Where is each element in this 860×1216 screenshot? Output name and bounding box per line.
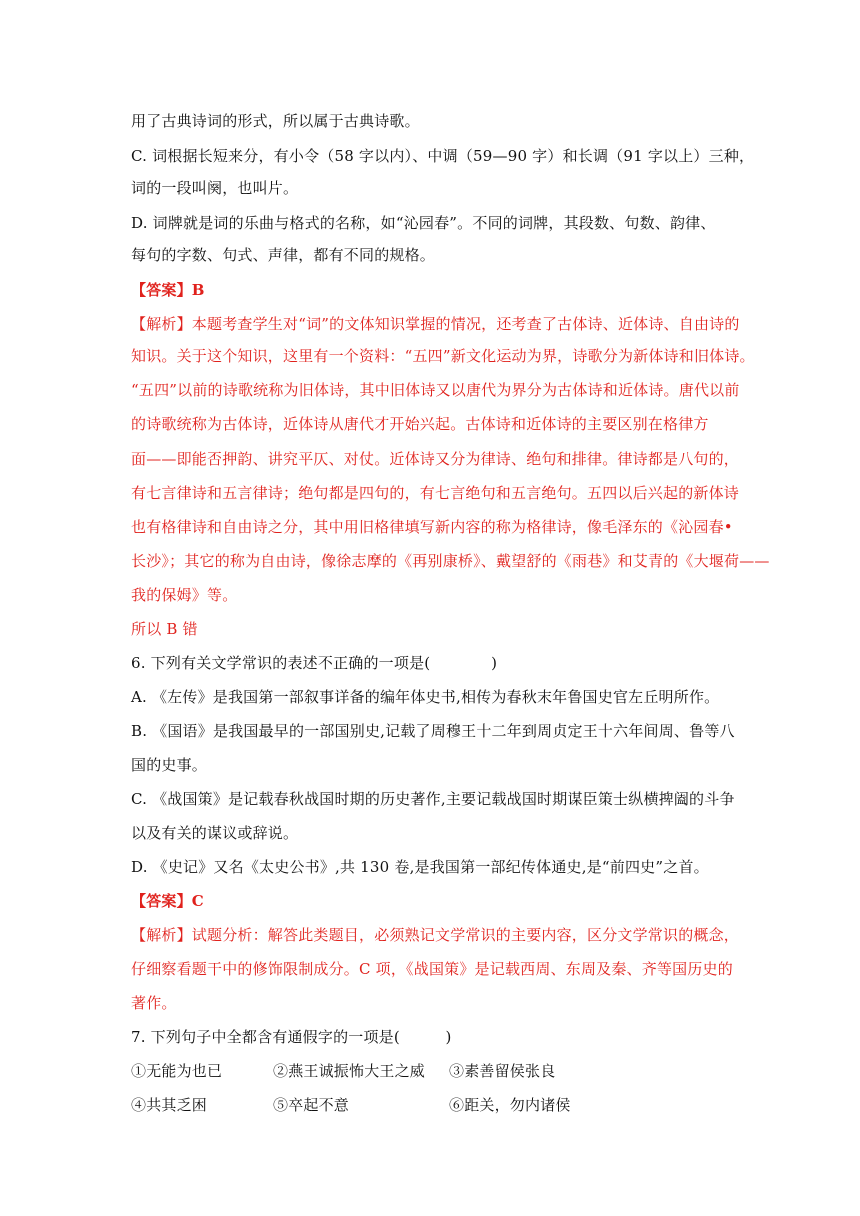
option-item: ①无能为也已 xyxy=(131,1062,223,1080)
option-c-line: C. 词根据长短来分，有小令（58 字以内）、中调（59—90 字）和长调（91 字以上）三种， xyxy=(131,147,755,165)
text-line: 词的一段叫阕，也叫片。 xyxy=(131,179,299,197)
option-d-line: D. 词牌就是词的乐曲与格式的名称，如“沁园春”。不同的词牌，其段数、句数、韵律、 xyxy=(131,214,716,232)
analysis-line: 我的保姆》等。 xyxy=(131,586,238,604)
option-item: ⑤卒起不意 xyxy=(273,1096,350,1114)
answer-label: 【答案】C xyxy=(131,892,204,910)
option-item: ③素善留侯张良 xyxy=(449,1062,556,1080)
text-line: 每句的字数、句式、声律，都有不同的规格。 xyxy=(131,246,436,264)
analysis-line: 的诗歌统称为古体诗，近体诗从唐代才开始兴起。古体诗和近体诗的主要区别在格律方 xyxy=(131,415,709,433)
analysis-line: 著作。 xyxy=(131,994,177,1012)
answer-label: 【答案】B xyxy=(131,281,205,299)
analysis-line: 面——即能否押韵、讲究平仄、对仗。近体诗又分为律诗、绝句和排律。律诗都是八句的， xyxy=(131,450,740,468)
option-item: ⑥距关，勿内诸侯 xyxy=(449,1096,571,1114)
analysis-line: 【解析】试题分析：解答此类题目，必须熟记文学常识的主要内容，区分文学常识的概念， xyxy=(131,926,740,944)
text-line: 国的史事。 xyxy=(131,756,208,774)
analysis-line: 有七言律诗和五言律诗；绝句都是四句的，有七言绝句和五言绝句。五四以后兴起的新体诗 xyxy=(131,484,740,502)
question-7: 7. 下列句子中全都含有通假字的一项是( ) xyxy=(131,1028,452,1046)
analysis-line: “五四”以前的诗歌统称为旧体诗，其中旧体诗又以唐代为界分为古体诗和近体诗。唐代以前 xyxy=(131,381,740,399)
conclusion-line: 所以 B 错 xyxy=(131,620,198,638)
analysis-line: 仔细察看题干中的修饰限制成分。C 项，《战国策》是记载西周、东周及秦、齐等国历史的 xyxy=(131,960,733,978)
analysis-line: 【解析】本题考查学生对“词”的文体知识掌握的情况，还考查了古体诗、近体诗、自由诗的 xyxy=(131,315,740,333)
option-item: ④共其乏困 xyxy=(131,1096,208,1114)
question-6-option-a: A. 《左传》是我国第一部叙事详备的编年体史书,相传为春秋末年鲁国史官左丘明所作。 xyxy=(131,688,720,706)
question-6-option-b: B. 《国语》是我国最早的一部国别史,记载了周穆王十二年到周贞定王十六年间周、鲁等八 xyxy=(131,722,735,740)
text-line: 用了古典诗词的形式，所以属于古典诗歌。 xyxy=(131,112,420,130)
analysis-line: 也有格律诗和自由诗之分，其中用旧格律填写新内容的称为格律诗，像毛泽东的《沁园春• xyxy=(131,518,733,536)
option-item: ②燕王诚振怖大王之威 xyxy=(273,1062,426,1080)
text-line: 以及有关的谋议或辞说。 xyxy=(131,824,299,842)
analysis-line: 长沙》；其它的称为自由诗，像徐志摩的《再别康桥》、戴望舒的《雨巷》和艾青的《大堰荷—— xyxy=(131,552,770,570)
question-6: 6. 下列有关文学常识的表述不正确的一项是( ) xyxy=(131,654,498,672)
analysis-line: 知识。关于这个知识，这里有一个资料：“五四”新文化运动为界，诗歌分为新体诗和旧体诗。 xyxy=(131,347,755,365)
question-6-option-c: C. 《战国策》是记载春秋战国时期的历史著作,主要记载战国时期谋臣策士纵横捭阖的斗争 xyxy=(131,790,735,808)
question-6-option-d: D. 《史记》又名《太史公书》,共 130 卷,是我国第一部纪传体通史,是“前四史”之首。 xyxy=(131,858,709,876)
